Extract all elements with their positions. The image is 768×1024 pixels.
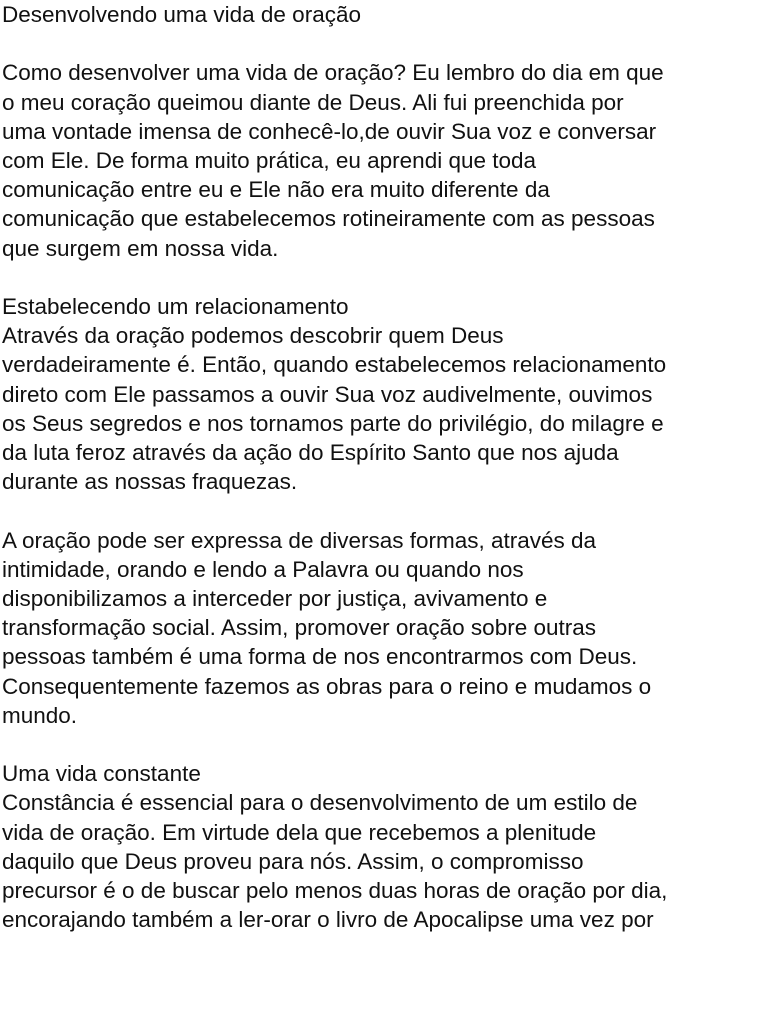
intro-line: uma vontade imensa de conhecê-lo,de ouvir Sua voz e conversar [2, 118, 657, 144]
section1b-line: intimidade, orando e lendo a Palavra ou quando nos [2, 556, 524, 582]
section1-line: direto com Ele passamos a ouvir Sua voz audivelmente, ouvimos [2, 381, 653, 407]
section1-line: verdadeiramente é. Então, quando estabelecemos relacionamento [2, 352, 667, 378]
intro-line: comunicação entre eu e Ele não era muito diferente da [2, 177, 550, 203]
section-heading-relacionamento: Estabelecendo um relacionamento [2, 294, 349, 319]
section1-line: durante as nossas fraquezas. [2, 469, 298, 495]
section1-line: os Seus segredos e nos tornamos parte do privilégio, do milagre e [2, 410, 664, 436]
paragraph-spacer [2, 29, 768, 58]
intro-line: com Ele. De forma muito prática, eu aprendi que toda [2, 148, 537, 173]
paragraph-spacer [2, 263, 768, 292]
section2-line: vida de oração. Em virtude dela que recebemos a plenitude [2, 819, 597, 845]
intro-line: o meu coração queimou diante de Deus. Ali fui preenchida por [2, 89, 624, 115]
intro-line: Como desenvolver uma vida de oração? Eu lembro do dia em que [2, 60, 664, 86]
section2-line: daquilo que Deus proveu para nós. Assim, o compromisso [2, 848, 584, 874]
section1b-line: pessoas também é uma forma de nos encontrarmos com Deus. [2, 644, 638, 670]
intro-line: comunicação que estabelecemos rotineiramente com as pessoas [2, 206, 655, 232]
paragraph-spacer [2, 730, 768, 759]
paragraph-spacer [2, 496, 768, 525]
section2-line: precursor é o de buscar pelo menos duas horas de oração por dia, [2, 878, 668, 904]
section1b-line: disponibilizamos a interceder por justiça, avivamento e [2, 586, 548, 612]
section-heading-vida-constante: Uma vida constante [2, 761, 201, 787]
intro-line: que surgem em nossa vida. [2, 235, 279, 261]
section1b-line: A oração pode ser expressa de diversas formas, através da [2, 527, 597, 553]
section2-line: encorajando também a ler-orar o livro de Apocalipse uma vez por [2, 907, 654, 933]
section1b-line: Consequentemente fazemos as obras para o reino e mudamos o [2, 673, 652, 699]
section2-line: Constância é essencial para o desenvolvimento de um estilo de [2, 790, 638, 816]
section1-line: da luta feroz através da ação do Espírito Santo que nos ajuda [2, 440, 619, 466]
section1b-line: mundo. [2, 702, 78, 728]
section1b-line: transformação social. Assim, promover oração sobre outras [2, 615, 596, 641]
section1-line: Através da oração podemos descobrir quem Deus [2, 323, 504, 349]
document-title: Desenvolvendo uma vida de oração [2, 2, 361, 27]
